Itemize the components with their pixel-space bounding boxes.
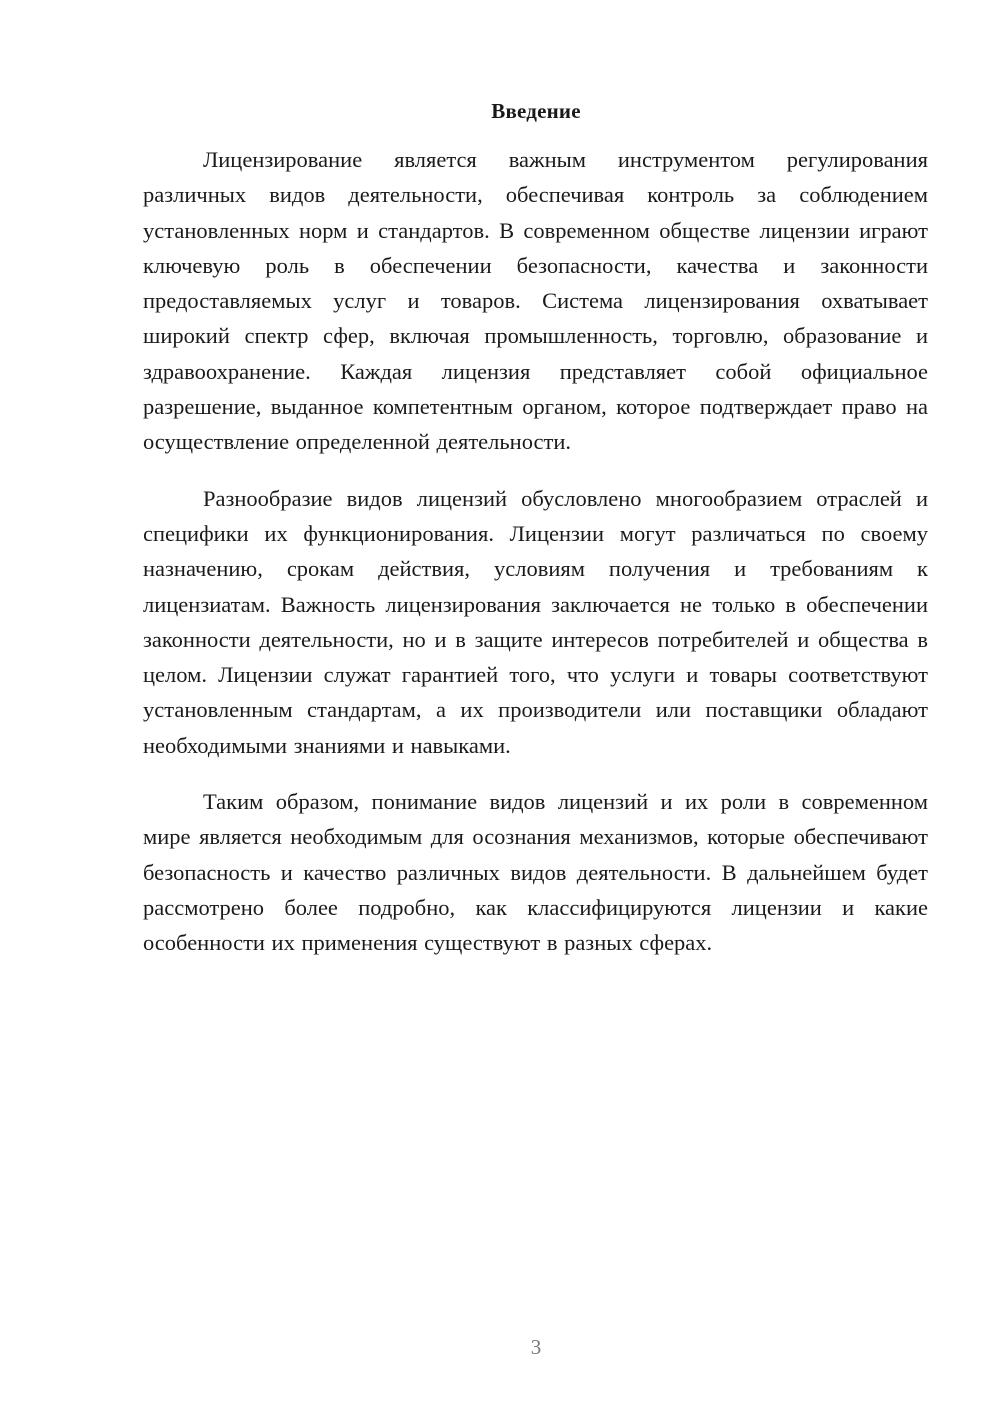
- paragraph-1: Лицензирование является важным инструментом регулирования различных видов деятельности, обеспечивая контроль за соблюдением установленных норм и стандартов. В современном обществе лицензии играют ключевую роль в обеспечении безопасности, качества и законности предоставляемых услуг и товаров. Система лицензирования охватывает широкий спектр сфер, включая промышленность, торговлю, образование и здравоохранение. Каждая лицензия представляет собой официальное разрешение, выданное компетентным органом, которое подтверждает право на осуществление определенной деятельности.: [143, 147, 928, 455]
- paragraph-2: Разнообразие видов лицензий обусловлено многообразием отраслей и специфики их функционирования. Лицензии могут различаться по своему назначению, срокам действия, условиям получения и требованиям к лицензиатам. Важность лицензирования заключается не только в обеспечении законности деятельности, но и в защите интересов потребителей и общества в целом. Лицензии служат гарантией того, что услуги и товары соответствуют установленным стандартам, а их производители или поставщики обладают необходимыми знаниями и навыками.: [143, 485, 928, 758]
- page-number: 3: [530, 1335, 542, 1359]
- body-text: [143, 142, 928, 982]
- section-heading: Введение: [491, 99, 581, 123]
- paragraph-3: Таким образом, понимание видов лицензий и их роли в современном мире является необходимым для осознания механизмов, которые обеспечивают безопасность и качество различных видов деятельности. В дальнейшем будет рассмотрено более подробно, как классифицируются лицензии и какие особенности их применения существуют в разных сферах.: [143, 789, 928, 956]
